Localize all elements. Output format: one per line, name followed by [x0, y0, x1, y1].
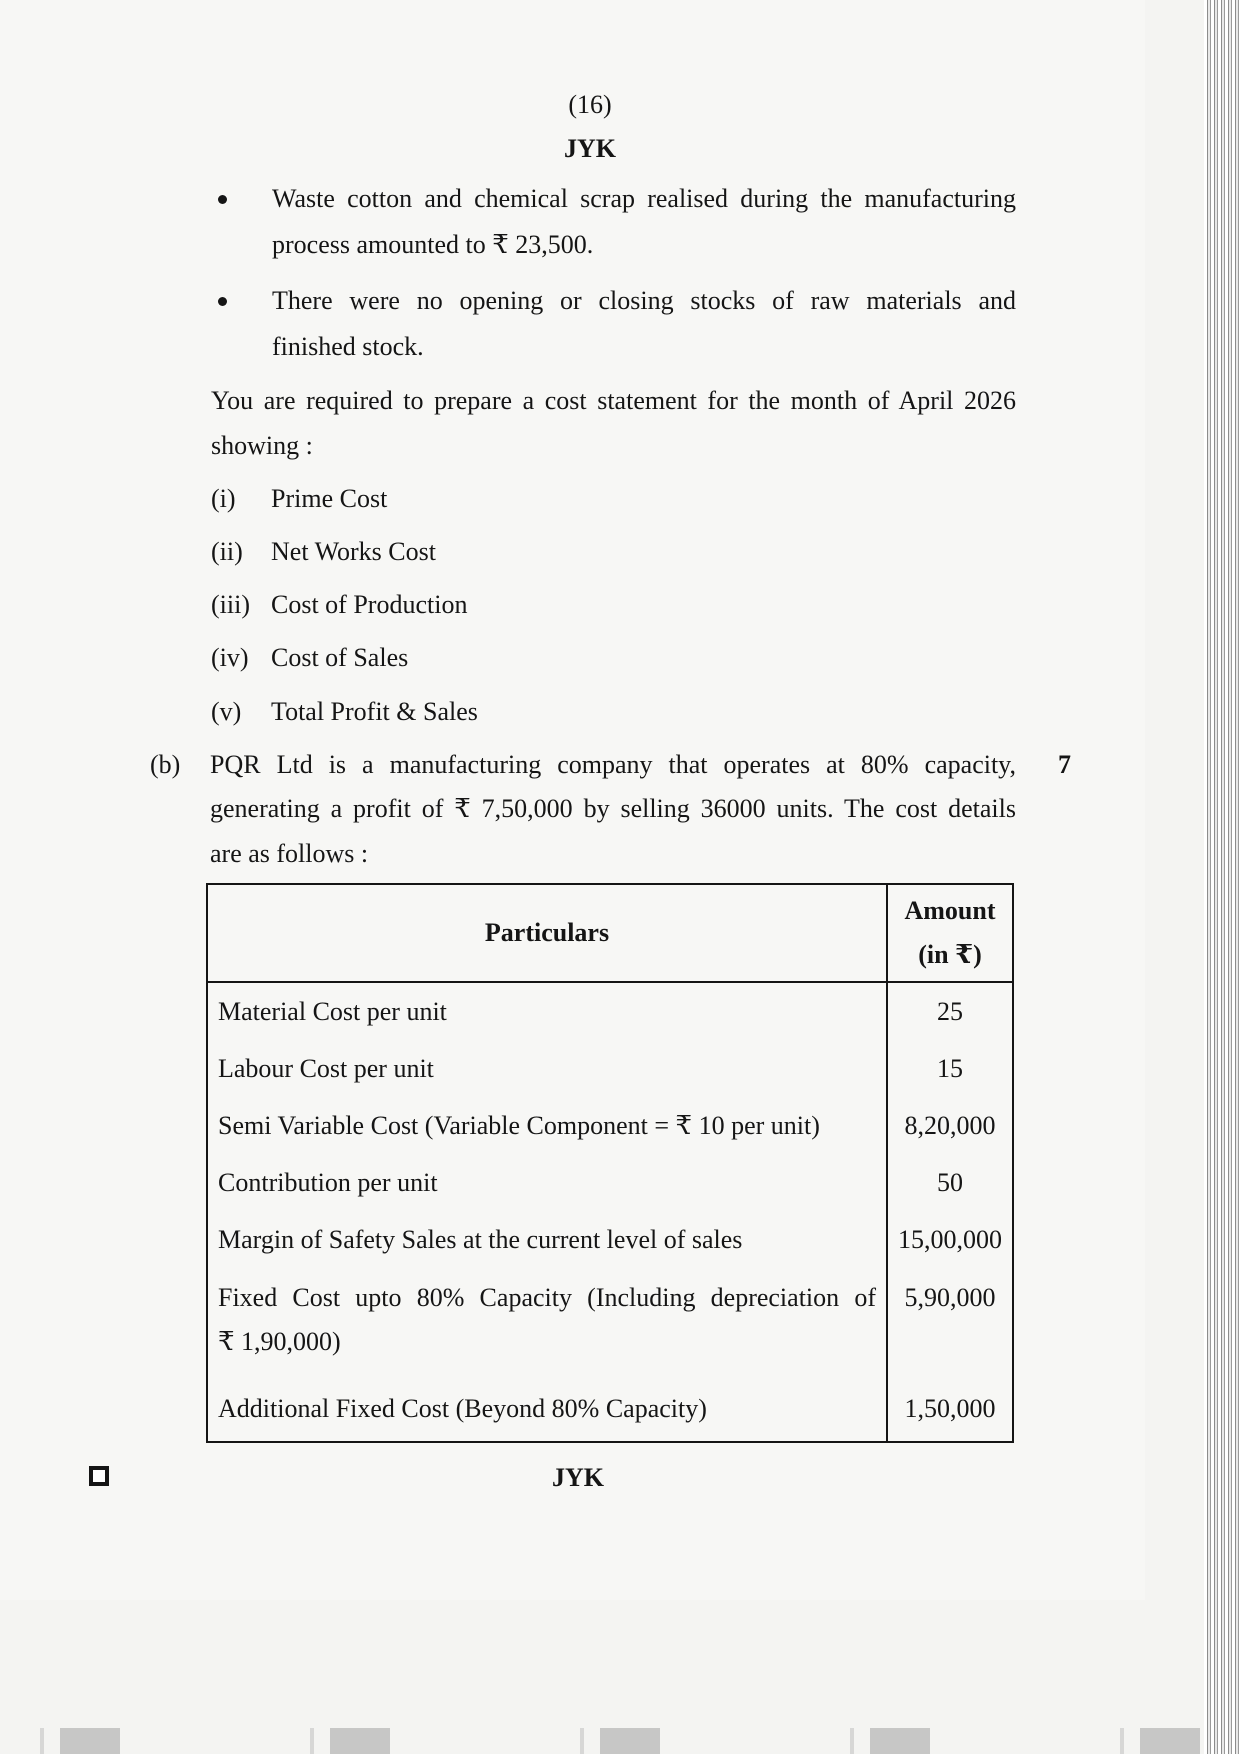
question-marks: 7: [1058, 750, 1071, 779]
row-amount: 15: [887, 1040, 1013, 1097]
row-particular: Additional Fixed Cost (Beyond 80% Capacity): [207, 1380, 887, 1442]
row-amount: 25: [887, 982, 1013, 1040]
instruction-line-1: You are required to prepare a cost statement for the month of April 2026: [211, 386, 1016, 415]
item-number: (i): [211, 484, 236, 513]
row-particular: Labour Cost per unit: [207, 1040, 887, 1097]
row-amount: 15,00,000: [887, 1211, 1013, 1268]
row-particular: Semi Variable Cost (Variable Component = ₹ 10 per unit): [207, 1097, 887, 1154]
header-amount: [887, 884, 1013, 982]
table-row: [207, 982, 1013, 1040]
header-amount-line-1: Amount: [904, 896, 996, 925]
header-particulars: Particulars: [207, 884, 887, 982]
bullet-2-line-2: finished stock.: [272, 332, 424, 361]
table-row: [207, 1211, 1013, 1268]
table-row: [207, 1040, 1013, 1097]
table-row: [207, 1097, 1013, 1154]
row-amount: 8,20,000: [887, 1097, 1013, 1154]
row-particular: Margin of Safety Sales at the current level of sales: [207, 1211, 887, 1268]
footer-code: JYK: [552, 1463, 604, 1492]
row-particular-line-1: Fixed Cost upto 80% Capacity (Including depreciation of: [218, 1283, 876, 1312]
item-text: Net Works Cost: [271, 537, 436, 566]
bullet-dot: [218, 195, 227, 204]
table-header-row: [207, 884, 1013, 982]
item-number: (iv): [211, 643, 249, 672]
scan-bottom-strip: [0, 1728, 1204, 1754]
item-text: Cost of Sales: [271, 643, 409, 672]
item-text: Prime Cost: [271, 484, 388, 513]
question-b-line-2: generating a profit of ₹ 7,50,000 by selling 36000 units. The cost details: [210, 794, 1016, 823]
row-amount: 50: [887, 1154, 1013, 1211]
question-b-line-3: are as follows :: [210, 839, 369, 868]
table-row: [207, 1268, 1013, 1380]
item-number: (v): [211, 697, 242, 726]
scan-marker-square: [89, 1466, 109, 1486]
header-code: JYK: [564, 134, 616, 163]
question-b-line-1: PQR Ltd is a manufacturing company that operates at 80% capacity,: [210, 750, 1016, 779]
bullet-dot: [218, 297, 227, 306]
cost-details-table: [206, 883, 1014, 1443]
item-number: (iii): [211, 590, 250, 619]
row-amount: 1,50,000: [887, 1380, 1013, 1442]
bullet-2-line-1: There were no opening or closing stocks of raw materials and: [272, 286, 1016, 315]
header-amount-line-2: (in ₹): [918, 940, 982, 969]
bullet-1-line-1: Waste cotton and chemical scrap realised during the manufacturing: [272, 184, 1016, 213]
question-label: (b): [150, 750, 181, 779]
instruction-line-2: showing :: [211, 431, 313, 460]
bullet-1-line-2: process amounted to ₹ 23,500.: [272, 230, 594, 259]
row-particular-line-2: ₹ 1,90,000): [218, 1327, 341, 1356]
scan-edge: [1204, 0, 1240, 1754]
page-number: (16): [568, 90, 612, 119]
table-row: [207, 1380, 1013, 1442]
row-amount: 5,90,000: [887, 1268, 1013, 1380]
item-number: (ii): [211, 537, 243, 566]
row-particular: Material Cost per unit: [207, 982, 887, 1040]
row-particular: Contribution per unit: [207, 1154, 887, 1211]
item-text: Cost of Production: [271, 590, 468, 619]
table-row: [207, 1154, 1013, 1211]
item-text: Total Profit & Sales: [271, 697, 478, 726]
row-particular-multiline: [207, 1268, 887, 1380]
